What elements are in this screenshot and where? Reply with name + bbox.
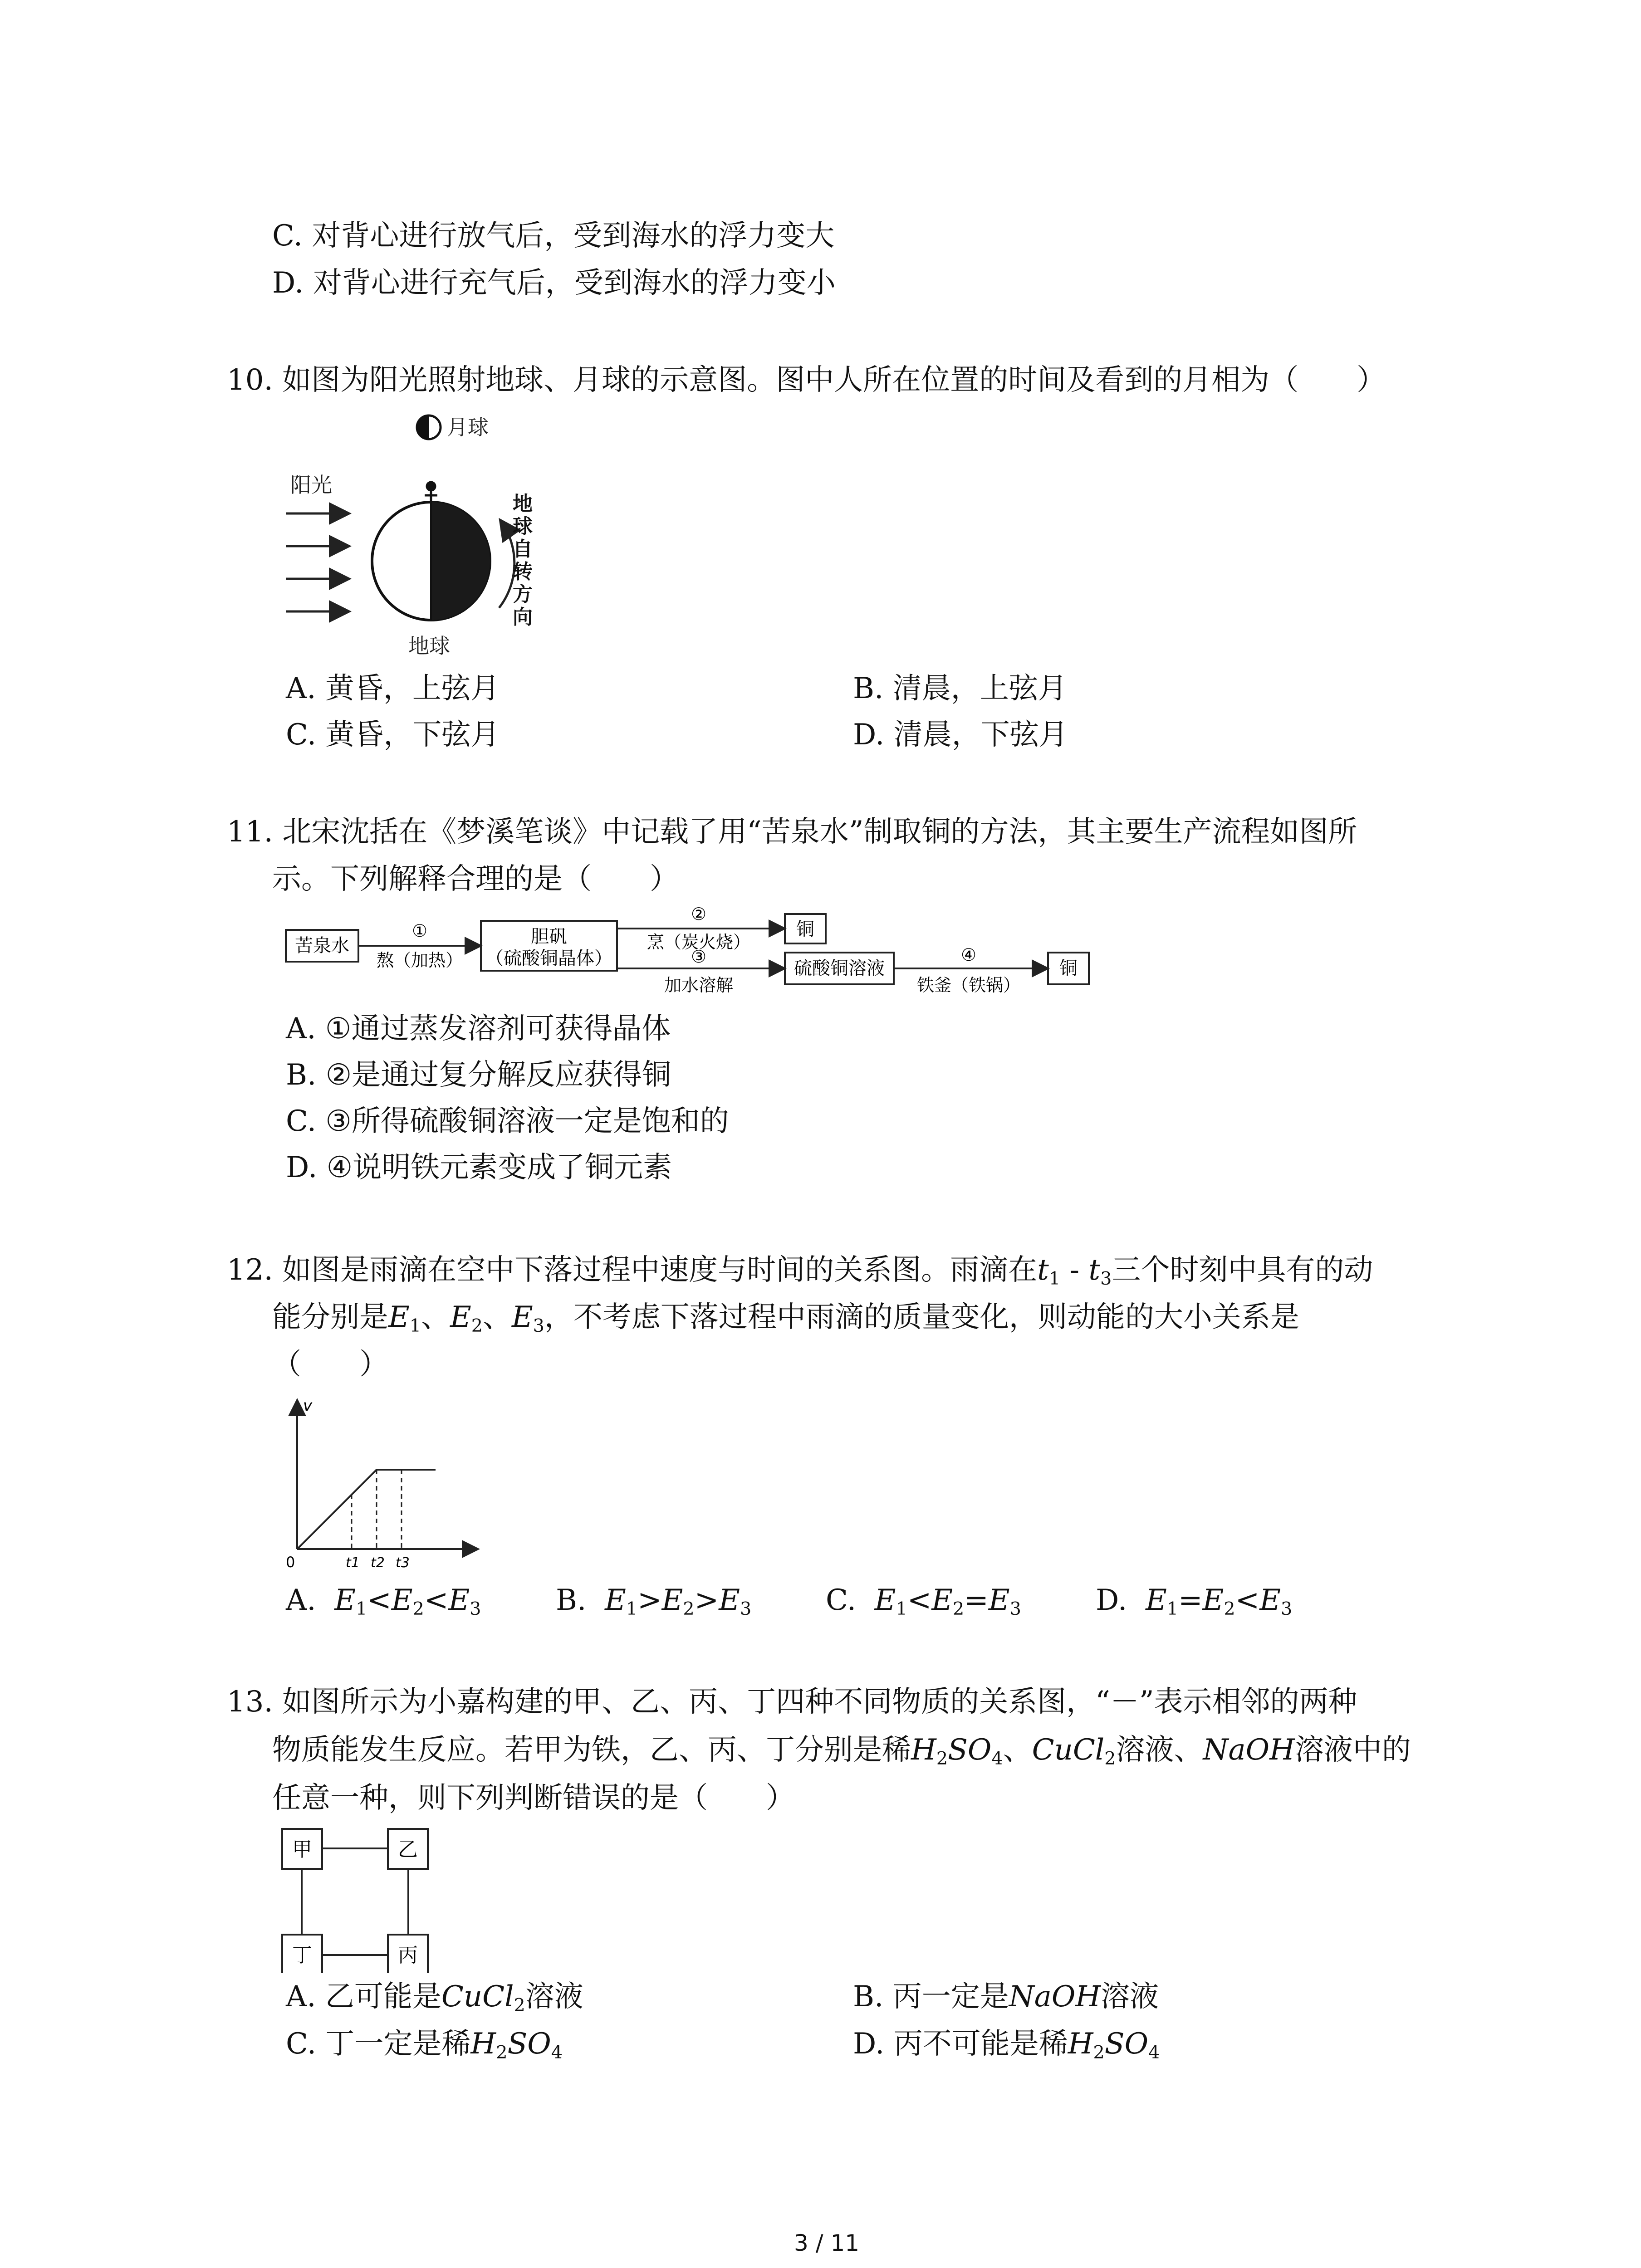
q13-relation-diagram — [277, 1823, 440, 1973]
q12-velocity-time-graph — [277, 1393, 485, 1574]
step1-label: 熬（加热） — [376, 950, 463, 970]
q11-option-a: A. ①通过蒸发溶剂可获得晶体 — [286, 1012, 671, 1046]
q12-stem-line2: 能分别是$E_1$、$E_2$、$E_3$，不考虑下落过程中雨滴的质量变化，则动能的大小关系是 — [272, 1300, 1299, 1337]
rotation-label — [513, 492, 533, 629]
q12-option-d: D. $E_1=E_2<E_3$ — [1096, 1584, 1293, 1620]
tick-t1: t1 — [346, 1555, 360, 1571]
q10-option-b: B. 清晨，上弦月 — [853, 672, 1067, 705]
step2-label: 烹（炭火烧） — [647, 932, 751, 952]
q10-option-a: A. 黄昏，上弦月 — [286, 672, 500, 705]
origin-label: 0 — [286, 1554, 295, 1571]
svg-text:丙: 丙 — [398, 1944, 418, 1967]
step2-num: ② — [691, 904, 707, 924]
person-icon — [425, 482, 437, 503]
step3-label: 加水溶解 — [664, 975, 734, 995]
q13-stem-line2: 物质能发生反应。若甲为铁，乙、丙、丁分别是稀$H_2SO_4$、CuCl$_2$溶液、NaOH溶液中的 — [272, 1733, 1411, 1769]
earth-label: 地球 — [408, 634, 450, 658]
svg-text:地: 地 — [513, 492, 533, 515]
q10-option-d: D. 清晨，下弦月 — [853, 718, 1068, 752]
earth-icon — [372, 502, 490, 620]
q11-option-c: C. ③所得硫酸铜溶液一定是饱和的 — [286, 1105, 729, 1138]
svg-text:铜: 铜 — [1059, 958, 1078, 979]
svg-text:（硫酸铜晶体）: （硫酸铜晶体） — [485, 948, 612, 969]
svg-text:转: 转 — [513, 560, 533, 583]
svg-text:方: 方 — [513, 583, 533, 606]
svg-text:自: 自 — [513, 538, 533, 561]
velocity-line — [297, 1470, 436, 1549]
q13-stem-line1: 13. 如图所示为小嘉构建的甲、乙、丙、丁四种不同物质的关系图，“－”表示相邻的两种 — [227, 1685, 1357, 1719]
svg-text:铜: 铜 — [796, 919, 814, 940]
q9-option-c: C. 对背心进行放气后，受到海水的浮力变大 — [272, 219, 835, 253]
step3-num: ③ — [691, 947, 707, 967]
svg-text:乙: 乙 — [398, 1838, 418, 1861]
moon-label: 月球 — [447, 415, 489, 440]
page-number: 3 / 11 — [794, 2230, 860, 2256]
q13-stem-line3: 任意一种，则下列判断错误的是（ ） — [272, 1781, 795, 1815]
q9-option-d: D. 对背心进行充气后，受到海水的浮力变小 — [272, 266, 836, 300]
moon-symbol-icon — [417, 415, 441, 439]
step4-label: 铁釜（铁锅） — [916, 975, 1021, 995]
q12-option-c: C. $E_1<E_2=E_3$ — [826, 1584, 1021, 1620]
rotation-arrow-icon — [499, 522, 514, 608]
svg-text:球: 球 — [513, 515, 533, 538]
svg-text:胆矾: 胆矾 — [531, 926, 567, 947]
q11-option-d: D. ④说明铁元素变成了铜元素 — [286, 1151, 672, 1184]
svg-text:苦泉水: 苦泉水 — [295, 935, 349, 956]
svg-text:向: 向 — [513, 606, 533, 629]
q12-option-a: A. $E_1<E_2<E_3$ — [286, 1584, 481, 1620]
q12-stem-line3: （ ） — [272, 1348, 388, 1381]
q11-option-b: B. ②是通过复分解反应获得铜 — [286, 1058, 671, 1092]
sunlight-arrows — [286, 513, 347, 611]
sunlight-label: 阳光 — [290, 473, 332, 497]
tick-t3: t3 — [396, 1555, 410, 1571]
tick-t2: t2 — [371, 1555, 385, 1571]
q13-option-b: B. 丙一定是NaOH溶液 — [853, 1980, 1159, 2014]
svg-text:甲: 甲 — [292, 1838, 312, 1861]
step4-num: ④ — [960, 945, 977, 965]
q11-flowchart — [281, 903, 1098, 1002]
q13-option-d: D. 丙不可能是稀$H_2SO_4$ — [853, 2027, 1160, 2063]
q12-option-b: B. $E_1>E_2>E_3$ — [556, 1584, 752, 1620]
svg-text:硫酸铜溶液: 硫酸铜溶液 — [794, 958, 885, 979]
svg-text:丁: 丁 — [292, 1944, 312, 1967]
step1-num: ① — [411, 921, 428, 941]
q10-option-c: C. 黄昏，下弦月 — [286, 718, 500, 752]
q10-stem: 10. 如图为阳光照射地球、月球的示意图。图中人所在位置的时间及看到的月相为（ ） — [227, 363, 1386, 397]
q13-option-c: C. 丁一定是稀$H_2SO_4$ — [286, 2027, 563, 2063]
q10-figure — [272, 408, 590, 662]
q12-stem-line1: 12. 如图是雨滴在空中下落过程中速度与时间的关系图。雨滴在$t_1 - t_3$三个时刻中具有的动 — [227, 1253, 1373, 1290]
q13-option-a: A. 乙可能是CuCl$_2$溶液 — [286, 1980, 583, 2016]
q11-stem-line2: 示。下列解释合理的是（ ） — [272, 862, 679, 896]
q11-stem-line1: 11. 北宋沈括在《梦溪笔谈》中记载了用“苦泉水”制取铜的方法，其主要生产流程如图所 — [227, 815, 1357, 849]
y-axis-label: v — [303, 1397, 313, 1415]
